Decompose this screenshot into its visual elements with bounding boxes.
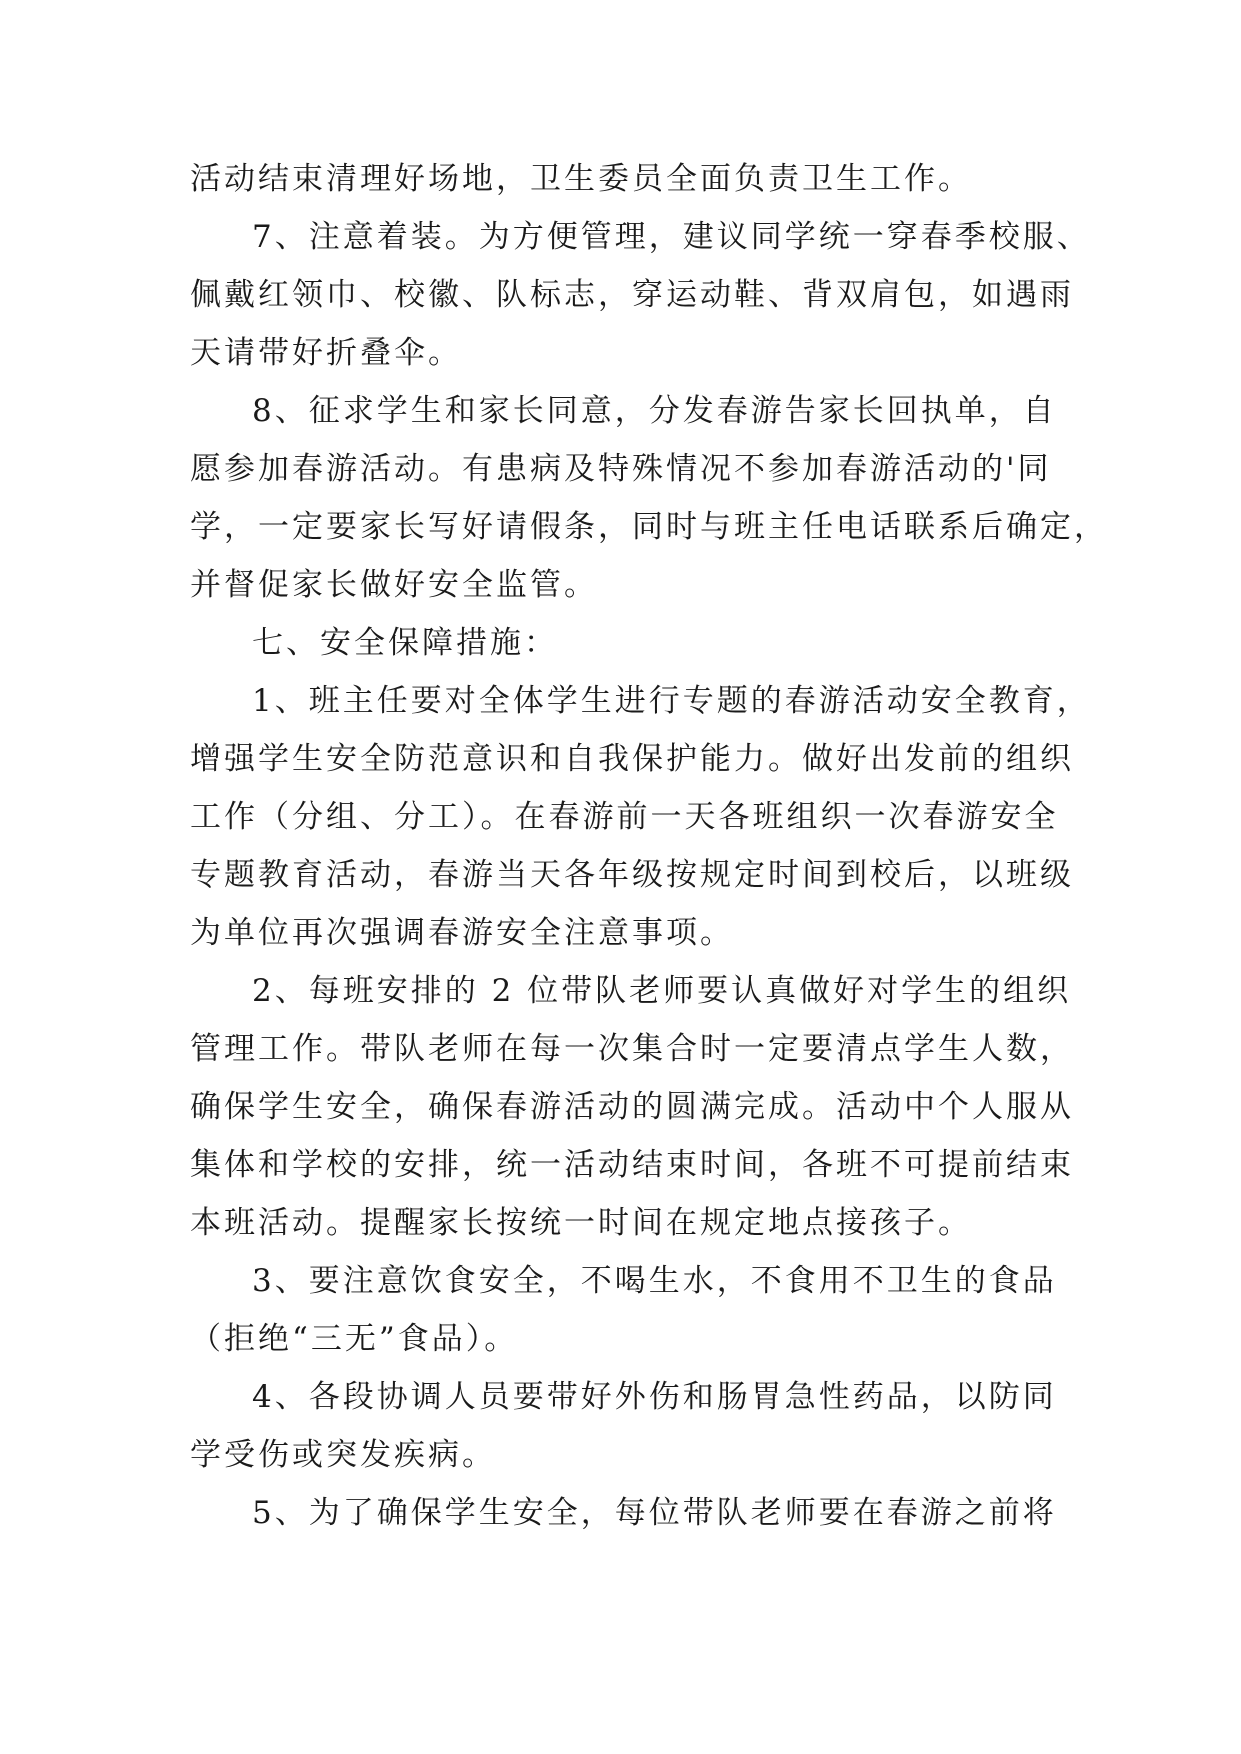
text-line: 活动结束清理好场地，卫生委员全面负责卫生工作。 [190,161,972,197]
text-line: （拒绝“三无”食品）。 [190,1321,519,1357]
text-line: 并督促家长做好安全监管。 [190,567,598,603]
text-line: 1、班主任要对全体学生进行专题的春游活动安全教育， [252,683,1091,719]
text-line: 4、各段协调人员要带好外伤和肠胃急性药品，以防同 [252,1379,1057,1415]
text-line: 本班活动。提醒家长按统一时间在规定地点接孩子。 [190,1205,972,1241]
text-line: 管理工作。带队老师在每一次集合时一定要清点学生人数， [190,1031,1074,1067]
text-line: 8、征求学生和家长同意，分发春游告家长回执单，自 [252,393,1057,429]
text-line: 2、每班安排的 2 位带队老师要认真做好对学生的组织 [252,973,1072,1009]
text-line: 7、注意着装。为方便管理，建议同学统一穿春季校服、 [252,219,1091,255]
section-heading: 七、安全保障措施： [252,625,558,661]
document-body [190,150,1108,1542]
text-line: 3、要注意饮食安全，不喝生水，不食用不卫生的食品 [252,1263,1057,1299]
text-line: 愿参加春游活动。有患病及特殊情况不参加春游活动的'同 [190,451,1052,487]
text-line: 为单位再次强调春游安全注意事项。 [190,915,734,951]
text-line: 专题教育活动，春游当天各年级按规定时间到校后，以班级 [190,857,1074,893]
text-line: 工作（分组、分工）。在春游前一天各班组织一次春游安全 [190,799,1059,835]
text-line: 学受伤或突发疾病。 [190,1437,496,1473]
text-line: 确保学生安全，确保春游活动的圆满完成。活动中个人服从 [190,1089,1074,1125]
text-line: 集体和学校的安排，统一活动结束时间，各班不可提前结束 [190,1147,1074,1183]
text-line: 佩戴红领巾、校徽、队标志，穿运动鞋、背双肩包，如遇雨 [190,277,1074,313]
text-line: 5、为了确保学生安全，每位带队老师要在春游之前将 [252,1495,1057,1531]
text-line: 增强学生安全防范意识和自我保护能力。做好出发前的组织 [190,741,1074,777]
text-line: 天请带好折叠伞。 [190,335,462,371]
text-line: 学，一定要家长写好请假条，同时与班主任电话联系后确定， [190,509,1108,545]
